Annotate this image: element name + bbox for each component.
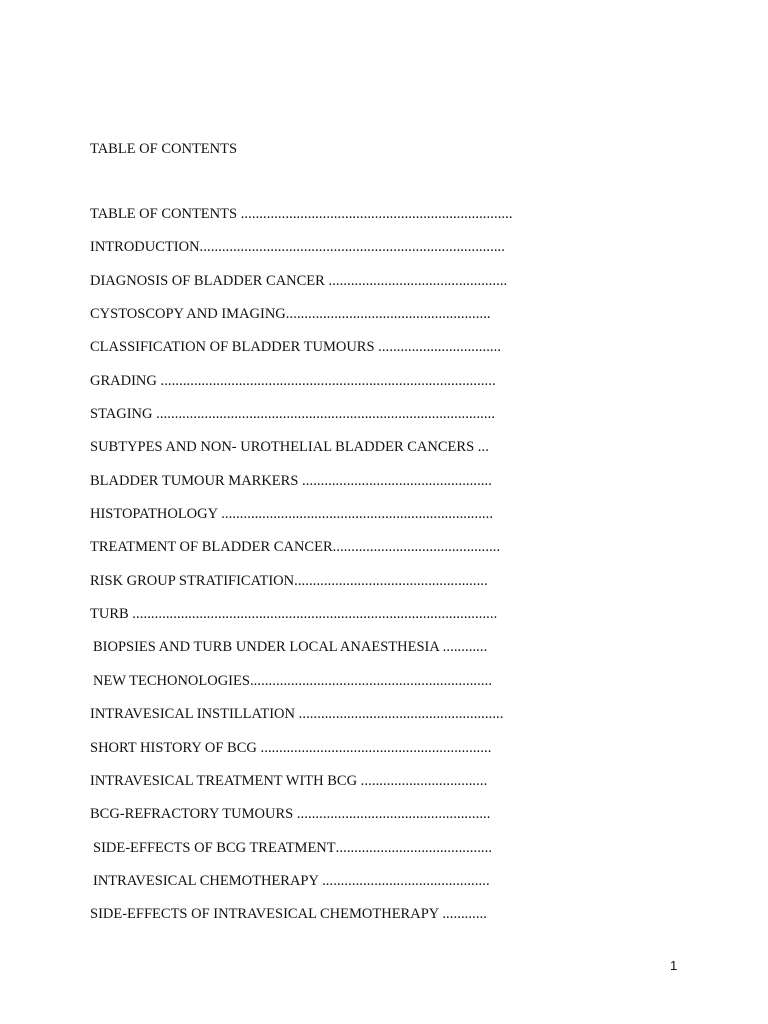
toc-entry-leader: ................................................... — [302, 472, 493, 489]
toc-entry-title: BIOPSIES AND TURB UNDER LOCAL ANAESTHESIA — [93, 639, 443, 656]
toc-entry-title: TURB — [90, 606, 133, 623]
toc-entry-title: SIDE-EFFECTS OF INTRAVESICAL CHEMOTHERAPY — [90, 906, 443, 923]
toc-entry-title: SIDE-EFFECTS OF BCG TREATMENT — [93, 839, 336, 856]
toc-entry-leader: ........................................................................................... — [156, 406, 496, 423]
toc-entry-leader: .................................. — [360, 772, 488, 789]
toc-entry-title: BLADDER TUMOUR MARKERS — [90, 472, 303, 489]
toc-entry-title: TREATMENT OF BLADDER CANCER — [90, 539, 333, 556]
toc-entry[interactable] — [90, 638, 560, 671]
toc-entry-title: HISTOPATHOLOGY — [90, 506, 222, 523]
toc-entry[interactable] — [90, 538, 560, 571]
toc-entry[interactable] — [90, 572, 560, 605]
toc-entry[interactable] — [90, 839, 560, 872]
toc-entry[interactable] — [90, 338, 560, 371]
toc-entry[interactable] — [90, 305, 560, 338]
toc-entry-title: TABLE OF CONTENTS — [90, 206, 241, 222]
toc-entry-title: GRADING — [90, 372, 161, 389]
toc-entry-leader: .......................................... — [335, 839, 493, 856]
toc-entry-leader: ............................................. — [322, 872, 490, 889]
toc-entry-title: DIAGNOSIS OF BLADDER CANCER — [90, 272, 329, 289]
toc-entry-leader: ......................................................................... — [240, 206, 513, 222]
toc-entry[interactable] — [90, 705, 560, 738]
toc-entry-leader: ............................................. — [332, 539, 501, 556]
toc-entry-leader: ....................................................... — [298, 706, 504, 723]
toc-entry-leader: ......................................................................... — [221, 506, 494, 523]
page-number: 1 — [670, 958, 678, 973]
toc-entry[interactable] — [90, 372, 560, 405]
toc-entry-title: BCG-REFRACTORY TUMOURS — [90, 806, 297, 823]
toc-entry[interactable] — [90, 905, 560, 938]
toc-entry[interactable] — [90, 805, 560, 838]
toc-entry-title: RISK GROUP STRATIFICATION — [90, 572, 295, 589]
toc-entry-title: INTRAVESICAL TREATMENT WITH BCG — [90, 772, 361, 789]
toc-entry[interactable] — [90, 505, 560, 538]
toc-entry-leader: ................................. — [378, 339, 502, 356]
toc-entry-title: SHORT HISTORY OF BCG — [90, 739, 261, 756]
toc-entry-leader: .................................................................................. — [199, 239, 505, 256]
toc-entry[interactable] — [90, 605, 560, 638]
toc-entry-title: INTRODUCTION — [90, 239, 200, 256]
toc-entry-title: SUBTYPES AND NON- UROTHELIAL BLADDER CANCERS — [90, 439, 478, 456]
toc-entry[interactable] — [90, 672, 560, 705]
toc-entry-leader: .................................................... — [294, 572, 488, 589]
toc-entry[interactable] — [90, 872, 560, 905]
toc-entry-leader: .................................................................................................. — [132, 606, 498, 623]
toc-entry-title: STAGING — [90, 406, 157, 423]
toc-entry[interactable] — [90, 472, 560, 505]
toc-entry-title: INTRAVESICAL CHEMOTHERAPY — [93, 872, 323, 889]
toc-entry-leader: ............ — [442, 906, 488, 923]
toc-entry[interactable] — [90, 739, 560, 772]
toc-entry-leader: ................................................................. — [249, 672, 493, 689]
toc-entry-leader: ............ — [442, 639, 488, 656]
toc-entry[interactable] — [90, 772, 560, 805]
toc-entry[interactable] — [90, 438, 560, 471]
toc-entry[interactable] — [90, 238, 560, 271]
toc-entry-title: NEW TECHONOLOGIES — [93, 672, 250, 689]
toc-entry[interactable] — [90, 272, 560, 305]
toc-entry-title: CYSTOSCOPY AND IMAGING — [90, 306, 286, 323]
toc-entry-leader: ... — [477, 439, 489, 456]
toc-entry-leader: ................................................ — [328, 272, 508, 289]
toc-entry-title: CLASSIFICATION OF BLADDER TUMOURS — [90, 339, 379, 356]
toc-entry[interactable] — [90, 205, 560, 238]
page-heading: TABLE OF CONTENTS — [90, 141, 238, 157]
toc-entry[interactable] — [90, 405, 560, 438]
toc-entry-leader: ....................................................... — [285, 306, 491, 323]
toc-entry-leader: .......................................................................................... — [160, 372, 496, 389]
toc-entry-leader: .............................................................. — [260, 739, 492, 756]
toc-entry-title: INTRAVESICAL INSTILLATION — [90, 706, 299, 723]
table-of-contents — [90, 205, 560, 939]
toc-entry-leader: .................................................... — [296, 806, 491, 823]
